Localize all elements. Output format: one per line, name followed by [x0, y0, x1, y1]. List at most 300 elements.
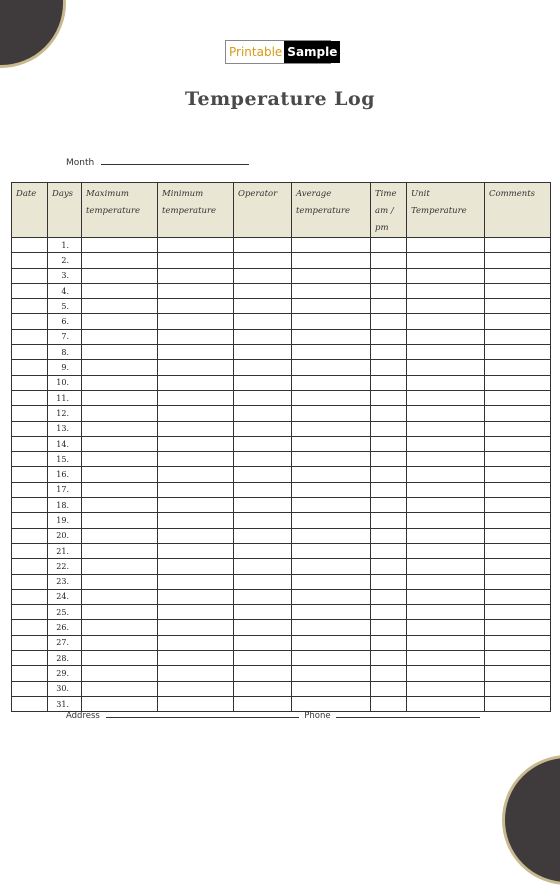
table-row: [12, 436, 551, 451]
day-number: 5.: [48, 299, 82, 314]
printable-sample-logo: [225, 40, 338, 64]
log-cell[interactable]: [407, 528, 485, 543]
table-row: [12, 329, 551, 344]
log-cell[interactable]: [371, 299, 407, 314]
log-cell[interactable]: [234, 559, 292, 574]
log-cell[interactable]: [485, 528, 551, 543]
log-cell[interactable]: [12, 436, 48, 451]
log-cell[interactable]: [292, 666, 371, 681]
log-cell[interactable]: [82, 268, 158, 283]
temperature-log-table: [11, 182, 551, 712]
log-cell[interactable]: [371, 268, 407, 283]
log-cell[interactable]: [158, 498, 234, 513]
log-cell[interactable]: [234, 390, 292, 405]
log-cell[interactable]: [82, 513, 158, 528]
log-cell[interactable]: [292, 543, 371, 558]
log-cell[interactable]: [12, 574, 48, 589]
log-cell[interactable]: [485, 345, 551, 360]
log-cell[interactable]: [292, 452, 371, 467]
log-cell[interactable]: [407, 513, 485, 528]
table-row: [12, 345, 551, 360]
log-cell[interactable]: [234, 605, 292, 620]
log-cell[interactable]: [485, 605, 551, 620]
day-number: 29.: [48, 666, 82, 681]
log-cell[interactable]: [234, 651, 292, 666]
log-cell[interactable]: [371, 498, 407, 513]
table-row: [12, 620, 551, 635]
log-cell[interactable]: [371, 620, 407, 635]
log-cell[interactable]: [292, 482, 371, 497]
log-cell[interactable]: [234, 574, 292, 589]
day-number: 19.: [48, 513, 82, 528]
log-cell[interactable]: [158, 421, 234, 436]
log-cell[interactable]: [12, 498, 48, 513]
log-cell[interactable]: [234, 666, 292, 681]
log-cell[interactable]: [82, 528, 158, 543]
log-cell[interactable]: [12, 681, 48, 696]
log-cell[interactable]: [12, 329, 48, 344]
log-cell[interactable]: [158, 589, 234, 604]
log-cell[interactable]: [12, 467, 48, 482]
log-cell[interactable]: [485, 666, 551, 681]
log-cell[interactable]: [371, 406, 407, 421]
log-cell[interactable]: [371, 329, 407, 344]
log-cell[interactable]: [234, 528, 292, 543]
log-cell[interactable]: [485, 574, 551, 589]
table-row: [12, 498, 551, 513]
day-number: 9.: [48, 360, 82, 375]
log-cell[interactable]: [407, 299, 485, 314]
log-cell[interactable]: [292, 329, 371, 344]
log-cell[interactable]: [158, 299, 234, 314]
log-cell[interactable]: [371, 589, 407, 604]
log-cell[interactable]: [292, 559, 371, 574]
log-cell[interactable]: [407, 620, 485, 635]
log-cell[interactable]: [485, 329, 551, 344]
header-time: Time am / pm: [371, 183, 407, 238]
log-cell[interactable]: [234, 268, 292, 283]
table-row: [12, 452, 551, 467]
log-cell[interactable]: [82, 452, 158, 467]
log-cell[interactable]: [234, 253, 292, 268]
log-cell[interactable]: [234, 467, 292, 482]
log-cell[interactable]: [82, 666, 158, 681]
log-cell[interactable]: [371, 390, 407, 405]
log-cell[interactable]: [12, 482, 48, 497]
log-cell[interactable]: [82, 314, 158, 329]
log-cell[interactable]: [158, 543, 234, 558]
log-cell[interactable]: [371, 467, 407, 482]
log-cell[interactable]: [82, 360, 158, 375]
log-cell[interactable]: [158, 390, 234, 405]
log-cell[interactable]: [371, 238, 407, 253]
log-cell[interactable]: [485, 635, 551, 650]
log-cell[interactable]: [12, 238, 48, 253]
address-input-line[interactable]: [106, 708, 299, 718]
table-header-row: [12, 183, 551, 238]
header-operator: Operator: [234, 183, 292, 238]
day-number: 28.: [48, 651, 82, 666]
log-cell[interactable]: [292, 620, 371, 635]
log-cell[interactable]: [234, 314, 292, 329]
log-cell[interactable]: [12, 605, 48, 620]
log-cell[interactable]: [371, 345, 407, 360]
log-cell[interactable]: [82, 574, 158, 589]
month-label: Month: [66, 158, 95, 168]
log-cell[interactable]: [485, 543, 551, 558]
log-cell[interactable]: [292, 635, 371, 650]
day-number: 24.: [48, 589, 82, 604]
log-cell[interactable]: [292, 421, 371, 436]
log-cell[interactable]: [485, 253, 551, 268]
log-cell[interactable]: [485, 559, 551, 574]
header-average-temperature: Average temperature: [292, 183, 371, 238]
log-cell[interactable]: [407, 345, 485, 360]
log-cell[interactable]: [158, 513, 234, 528]
log-cell[interactable]: [234, 513, 292, 528]
log-cell[interactable]: [12, 543, 48, 558]
log-cell[interactable]: [407, 436, 485, 451]
log-cell[interactable]: [12, 421, 48, 436]
log-cell[interactable]: [485, 406, 551, 421]
log-cell[interactable]: [158, 605, 234, 620]
log-cell[interactable]: [371, 436, 407, 451]
log-cell[interactable]: [292, 253, 371, 268]
log-cell[interactable]: [158, 452, 234, 467]
log-cell[interactable]: [234, 620, 292, 635]
log-cell[interactable]: [371, 421, 407, 436]
log-cell[interactable]: [407, 283, 485, 298]
log-cell[interactable]: [82, 589, 158, 604]
table-row: [12, 513, 551, 528]
log-cell[interactable]: [158, 528, 234, 543]
log-cell[interactable]: [407, 651, 485, 666]
log-cell[interactable]: [234, 681, 292, 696]
log-cell[interactable]: [485, 589, 551, 604]
log-cell[interactable]: [234, 406, 292, 421]
log-cell[interactable]: [158, 681, 234, 696]
log-cell[interactable]: [82, 238, 158, 253]
log-cell[interactable]: [12, 268, 48, 283]
table-row: [12, 559, 551, 574]
log-cell[interactable]: [234, 375, 292, 390]
log-cell[interactable]: [158, 467, 234, 482]
log-cell[interactable]: [292, 360, 371, 375]
log-cell[interactable]: [407, 666, 485, 681]
log-cell[interactable]: [12, 635, 48, 650]
day-number: 26.: [48, 620, 82, 635]
log-cell[interactable]: [292, 605, 371, 620]
log-cell[interactable]: [292, 589, 371, 604]
log-cell[interactable]: [485, 498, 551, 513]
log-cell[interactable]: [485, 681, 551, 696]
log-cell[interactable]: [82, 635, 158, 650]
log-cell[interactable]: [12, 345, 48, 360]
table-row: [12, 528, 551, 543]
log-cell[interactable]: [407, 253, 485, 268]
month-input-line[interactable]: [101, 155, 249, 165]
log-cell[interactable]: [485, 513, 551, 528]
log-cell[interactable]: [82, 375, 158, 390]
log-cell[interactable]: [485, 390, 551, 405]
log-cell[interactable]: [234, 589, 292, 604]
log-cell[interactable]: [234, 283, 292, 298]
log-cell[interactable]: [12, 390, 48, 405]
log-cell[interactable]: [234, 345, 292, 360]
log-cell[interactable]: [292, 283, 371, 298]
log-cell[interactable]: [82, 559, 158, 574]
logo-text-printable: Printable: [229, 45, 283, 59]
log-cell[interactable]: [485, 375, 551, 390]
log-cell[interactable]: [371, 283, 407, 298]
log-cell[interactable]: [12, 314, 48, 329]
log-cell[interactable]: [82, 498, 158, 513]
log-cell[interactable]: [82, 329, 158, 344]
log-cell[interactable]: [292, 498, 371, 513]
log-cell[interactable]: [292, 513, 371, 528]
log-cell[interactable]: [407, 238, 485, 253]
log-cell[interactable]: [234, 421, 292, 436]
log-cell[interactable]: [371, 651, 407, 666]
log-cell[interactable]: [407, 452, 485, 467]
log-cell[interactable]: [407, 559, 485, 574]
log-cell[interactable]: [292, 651, 371, 666]
table-row: [12, 589, 551, 604]
log-cell[interactable]: [485, 421, 551, 436]
log-cell[interactable]: [234, 452, 292, 467]
log-cell[interactable]: [12, 299, 48, 314]
log-cell[interactable]: [292, 345, 371, 360]
table-row: [12, 482, 551, 497]
day-number: 31.: [48, 696, 82, 711]
log-cell[interactable]: [234, 299, 292, 314]
log-cell[interactable]: [407, 681, 485, 696]
log-cell[interactable]: [234, 238, 292, 253]
log-cell[interactable]: [292, 528, 371, 543]
phone-input-line[interactable]: [336, 708, 480, 718]
log-cell[interactable]: [12, 666, 48, 681]
log-cell[interactable]: [82, 421, 158, 436]
log-cell[interactable]: [485, 651, 551, 666]
log-cell[interactable]: [407, 314, 485, 329]
log-cell[interactable]: [407, 605, 485, 620]
log-cell[interactable]: [371, 482, 407, 497]
log-cell[interactable]: [234, 436, 292, 451]
log-cell[interactable]: [12, 283, 48, 298]
logo-text-sample: Sample: [284, 41, 340, 63]
log-cell[interactable]: [407, 421, 485, 436]
log-cell[interactable]: [407, 574, 485, 589]
table-row: [12, 253, 551, 268]
log-cell[interactable]: [234, 482, 292, 497]
log-cell[interactable]: [371, 314, 407, 329]
log-cell[interactable]: [407, 589, 485, 604]
log-cell[interactable]: [485, 452, 551, 467]
log-cell[interactable]: [82, 406, 158, 421]
log-cell[interactable]: [371, 375, 407, 390]
log-cell[interactable]: [407, 360, 485, 375]
log-cell[interactable]: [158, 268, 234, 283]
log-cell[interactable]: [234, 360, 292, 375]
log-cell[interactable]: [371, 543, 407, 558]
log-cell[interactable]: [292, 268, 371, 283]
log-cell[interactable]: [485, 620, 551, 635]
log-cell[interactable]: [158, 253, 234, 268]
log-cell[interactable]: [292, 299, 371, 314]
day-number: 14.: [48, 436, 82, 451]
log-cell[interactable]: [371, 605, 407, 620]
log-cell[interactable]: [407, 467, 485, 482]
header-comments: Comments: [485, 183, 551, 238]
log-cell[interactable]: [371, 574, 407, 589]
log-cell[interactable]: [158, 375, 234, 390]
log-cell[interactable]: [12, 406, 48, 421]
log-cell[interactable]: [158, 436, 234, 451]
log-cell[interactable]: [371, 528, 407, 543]
log-cell[interactable]: [158, 559, 234, 574]
log-cell[interactable]: [407, 482, 485, 497]
log-cell[interactable]: [371, 513, 407, 528]
log-cell[interactable]: [12, 452, 48, 467]
log-cell[interactable]: [485, 696, 551, 711]
log-cell[interactable]: [158, 329, 234, 344]
log-cell[interactable]: [485, 436, 551, 451]
log-cell[interactable]: [12, 528, 48, 543]
log-cell[interactable]: [12, 559, 48, 574]
day-number: 4.: [48, 283, 82, 298]
page-title: Temperature Log: [185, 88, 375, 110]
log-cell[interactable]: [82, 253, 158, 268]
day-number: 25.: [48, 605, 82, 620]
log-cell[interactable]: [12, 513, 48, 528]
log-cell[interactable]: [12, 360, 48, 375]
day-number: 21.: [48, 543, 82, 558]
log-cell[interactable]: [234, 498, 292, 513]
day-number: 3.: [48, 268, 82, 283]
corner-decoration-top-left: [0, 0, 66, 68]
table-row: [12, 283, 551, 298]
log-cell[interactable]: [158, 345, 234, 360]
log-cell[interactable]: [234, 329, 292, 344]
table-row: [12, 421, 551, 436]
log-cell[interactable]: [158, 666, 234, 681]
log-cell[interactable]: [292, 574, 371, 589]
log-cell[interactable]: [82, 390, 158, 405]
log-cell[interactable]: [371, 253, 407, 268]
log-cell[interactable]: [82, 345, 158, 360]
log-cell[interactable]: [158, 238, 234, 253]
log-cell[interactable]: [158, 620, 234, 635]
log-cell[interactable]: [292, 390, 371, 405]
log-cell[interactable]: [485, 238, 551, 253]
table-row: [12, 681, 551, 696]
log-cell[interactable]: [158, 406, 234, 421]
table-row: [12, 467, 551, 482]
log-cell[interactable]: [234, 543, 292, 558]
log-cell[interactable]: [82, 543, 158, 558]
log-cell[interactable]: [407, 375, 485, 390]
log-cell[interactable]: [485, 268, 551, 283]
log-cell[interactable]: [12, 696, 48, 711]
log-cell[interactable]: [234, 635, 292, 650]
log-cell[interactable]: [12, 620, 48, 635]
log-cell[interactable]: [82, 436, 158, 451]
log-cell[interactable]: [158, 360, 234, 375]
log-cell[interactable]: [485, 467, 551, 482]
log-cell[interactable]: [158, 482, 234, 497]
log-cell[interactable]: [12, 651, 48, 666]
log-cell[interactable]: [407, 268, 485, 283]
log-cell[interactable]: [371, 559, 407, 574]
log-cell[interactable]: [82, 605, 158, 620]
day-number: 11.: [48, 390, 82, 405]
log-cell[interactable]: [407, 406, 485, 421]
log-cell[interactable]: [292, 681, 371, 696]
log-cell[interactable]: [371, 681, 407, 696]
log-cell[interactable]: [485, 299, 551, 314]
day-number: 1.: [48, 238, 82, 253]
log-cell[interactable]: [158, 574, 234, 589]
log-cell[interactable]: [407, 635, 485, 650]
log-cell[interactable]: [407, 498, 485, 513]
log-cell[interactable]: [485, 283, 551, 298]
day-number: 17.: [48, 482, 82, 497]
log-cell[interactable]: [12, 253, 48, 268]
day-number: 16.: [48, 467, 82, 482]
log-cell[interactable]: [82, 681, 158, 696]
day-number: 7.: [48, 329, 82, 344]
log-cell[interactable]: [292, 436, 371, 451]
log-cell[interactable]: [292, 406, 371, 421]
log-cell[interactable]: [292, 238, 371, 253]
log-cell[interactable]: [371, 666, 407, 681]
log-cell[interactable]: [158, 314, 234, 329]
log-cell[interactable]: [158, 283, 234, 298]
log-cell[interactable]: [407, 390, 485, 405]
log-cell[interactable]: [82, 299, 158, 314]
day-number: 2.: [48, 253, 82, 268]
log-cell[interactable]: [82, 467, 158, 482]
day-number: 27.: [48, 635, 82, 650]
log-cell[interactable]: [82, 482, 158, 497]
log-cell[interactable]: [485, 314, 551, 329]
log-cell[interactable]: [12, 589, 48, 604]
header-maximum-temperature: Maximum temperature: [82, 183, 158, 238]
table-row: [12, 360, 551, 375]
log-cell[interactable]: [371, 635, 407, 650]
log-cell[interactable]: [292, 314, 371, 329]
log-cell[interactable]: [158, 635, 234, 650]
table-row: [12, 268, 551, 283]
log-cell[interactable]: [12, 375, 48, 390]
day-number: 12.: [48, 406, 82, 421]
log-cell[interactable]: [371, 452, 407, 467]
log-cell[interactable]: [407, 543, 485, 558]
log-cell[interactable]: [82, 620, 158, 635]
address-label: Address: [66, 711, 100, 721]
log-cell[interactable]: [485, 482, 551, 497]
log-cell[interactable]: [292, 467, 371, 482]
table-row: [12, 635, 551, 650]
log-cell[interactable]: [82, 283, 158, 298]
log-cell[interactable]: [407, 329, 485, 344]
log-cell[interactable]: [485, 360, 551, 375]
log-cell[interactable]: [292, 375, 371, 390]
day-number: 22.: [48, 559, 82, 574]
log-cell[interactable]: [371, 360, 407, 375]
log-cell[interactable]: [82, 651, 158, 666]
log-cell[interactable]: [158, 651, 234, 666]
